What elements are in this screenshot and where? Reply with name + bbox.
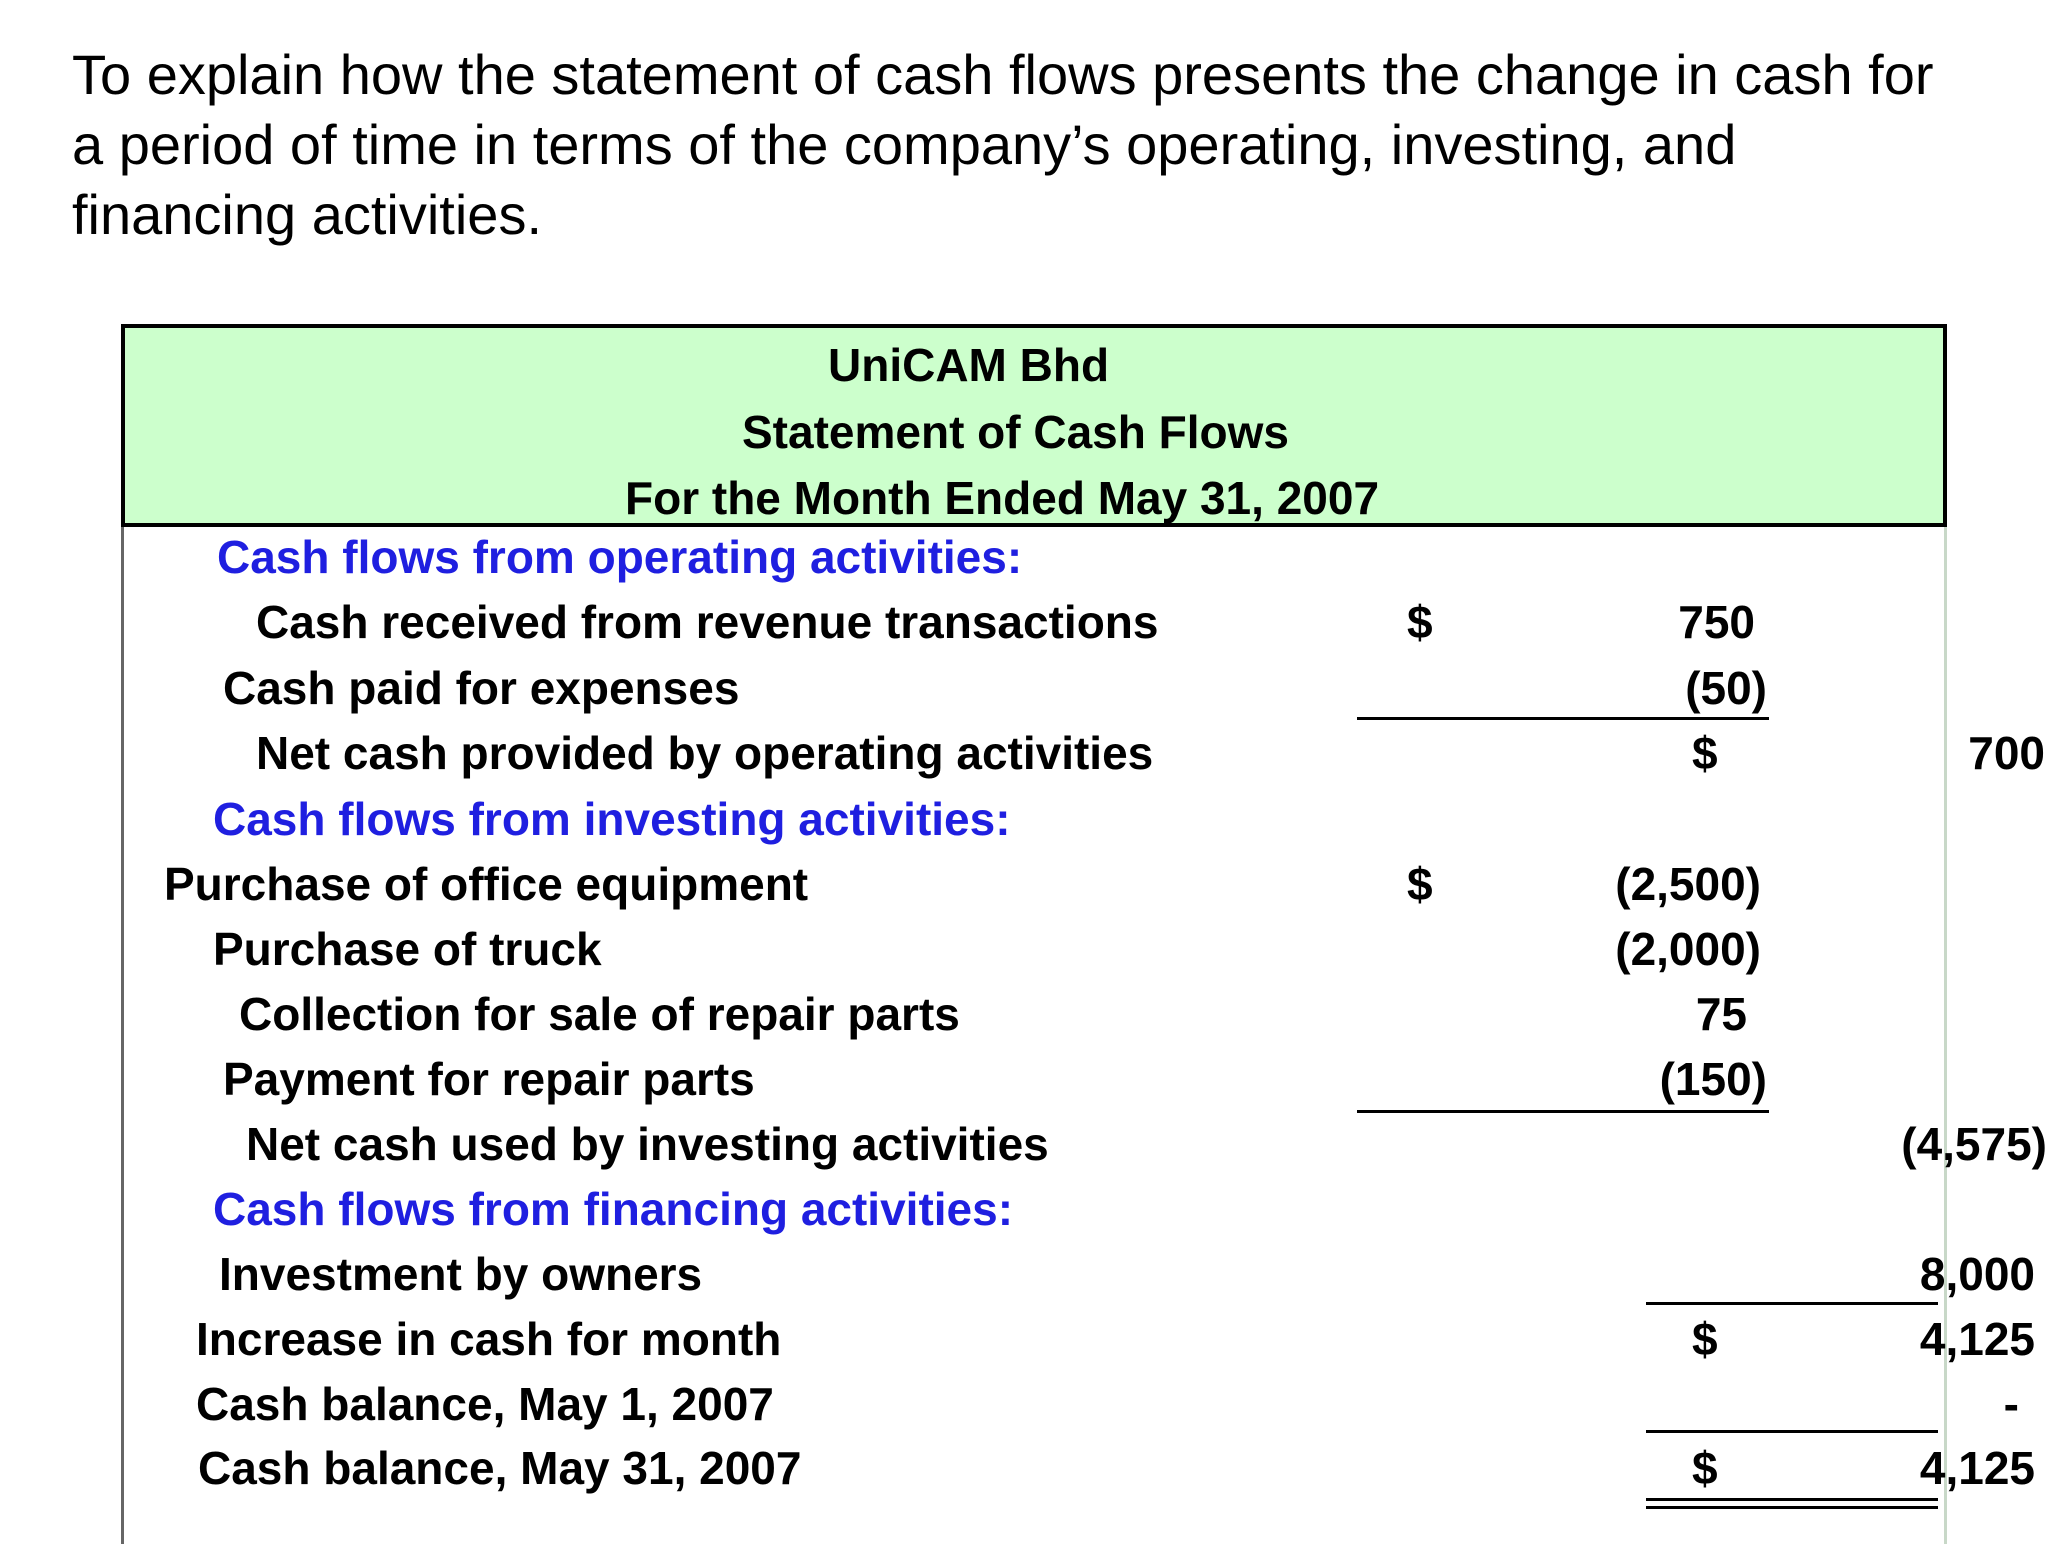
revenue-amount: 750	[1678, 596, 1755, 648]
payment-label: Payment for repair parts	[223, 1053, 755, 1105]
statement-header	[121, 324, 1947, 527]
investing-net-amount: (4,575)	[1901, 1118, 2047, 1170]
truck-amount: (2,000)	[1615, 923, 1761, 975]
financing-total-rule	[1646, 1302, 1938, 1305]
objective-text: To explain how the statement of cash flows presents the change in cash for a period of time in terms of the company’s operating, investing, and financing activities.	[72, 43, 1934, 246]
operating-subtotal-rule	[1357, 717, 1769, 720]
increase-label: Increase in cash for month	[196, 1313, 782, 1365]
financing-heading: Cash flows from financing activities:	[213, 1183, 1014, 1235]
end-balance-amount: 4,125	[1919, 1442, 2035, 1494]
end-balance-double-rule-top	[1646, 1498, 1938, 1501]
truck-label: Purchase of truck	[213, 923, 602, 975]
investing-heading: Cash flows from investing activities:	[213, 793, 1011, 845]
equipment-amount: (2,500)	[1615, 858, 1761, 910]
expenses-amount: (50)	[1685, 662, 1767, 714]
expenses-label: Cash paid for expenses	[223, 662, 740, 714]
equipment-dollar: $	[1407, 858, 1433, 910]
cash-flow-statement	[121, 324, 2047, 1544]
investing-net-label: Net cash used by investing activities	[246, 1118, 1049, 1170]
investing-subtotal-rule	[1357, 1110, 1769, 1113]
begin-balance-amount: -	[2003, 1378, 2019, 1430]
operating-net-label: Net cash provided by operating activities	[256, 727, 1154, 779]
operating-heading: Cash flows from operating activities:	[217, 531, 1023, 583]
statement-period: For the Month Ended May 31, 2007	[625, 472, 1380, 524]
end-balance-double-rule-bottom	[1646, 1506, 1938, 1509]
begin-balance-label: Cash balance, May 1, 2007	[196, 1378, 774, 1430]
investment-amount: 8,000	[1919, 1248, 2035, 1300]
collection-label: Collection for sale of repair parts	[239, 988, 960, 1040]
company-name: UniCAM Bhd	[828, 339, 1110, 391]
payment-amount: (150)	[1659, 1053, 1767, 1105]
operating-net-dollar: $	[1692, 727, 1718, 779]
statement-title: Statement of Cash Flows	[742, 406, 1289, 458]
increase-amount: 4,125	[1919, 1313, 2035, 1365]
equipment-label: Purchase of office equipment	[164, 858, 809, 910]
end-balance-dollar: $	[1692, 1442, 1718, 1494]
revenue-dollar: $	[1407, 596, 1433, 648]
collection-amount: 75	[1695, 988, 1747, 1040]
balance-rule	[1646, 1430, 1938, 1433]
increase-dollar: $	[1692, 1313, 1718, 1365]
operating-net-amount: 700	[1968, 727, 2045, 779]
revenue-label: Cash received from revenue transactions	[256, 596, 1159, 648]
end-balance-label: Cash balance, May 31, 2007	[198, 1442, 802, 1494]
investment-label: Investment by owners	[219, 1248, 703, 1300]
